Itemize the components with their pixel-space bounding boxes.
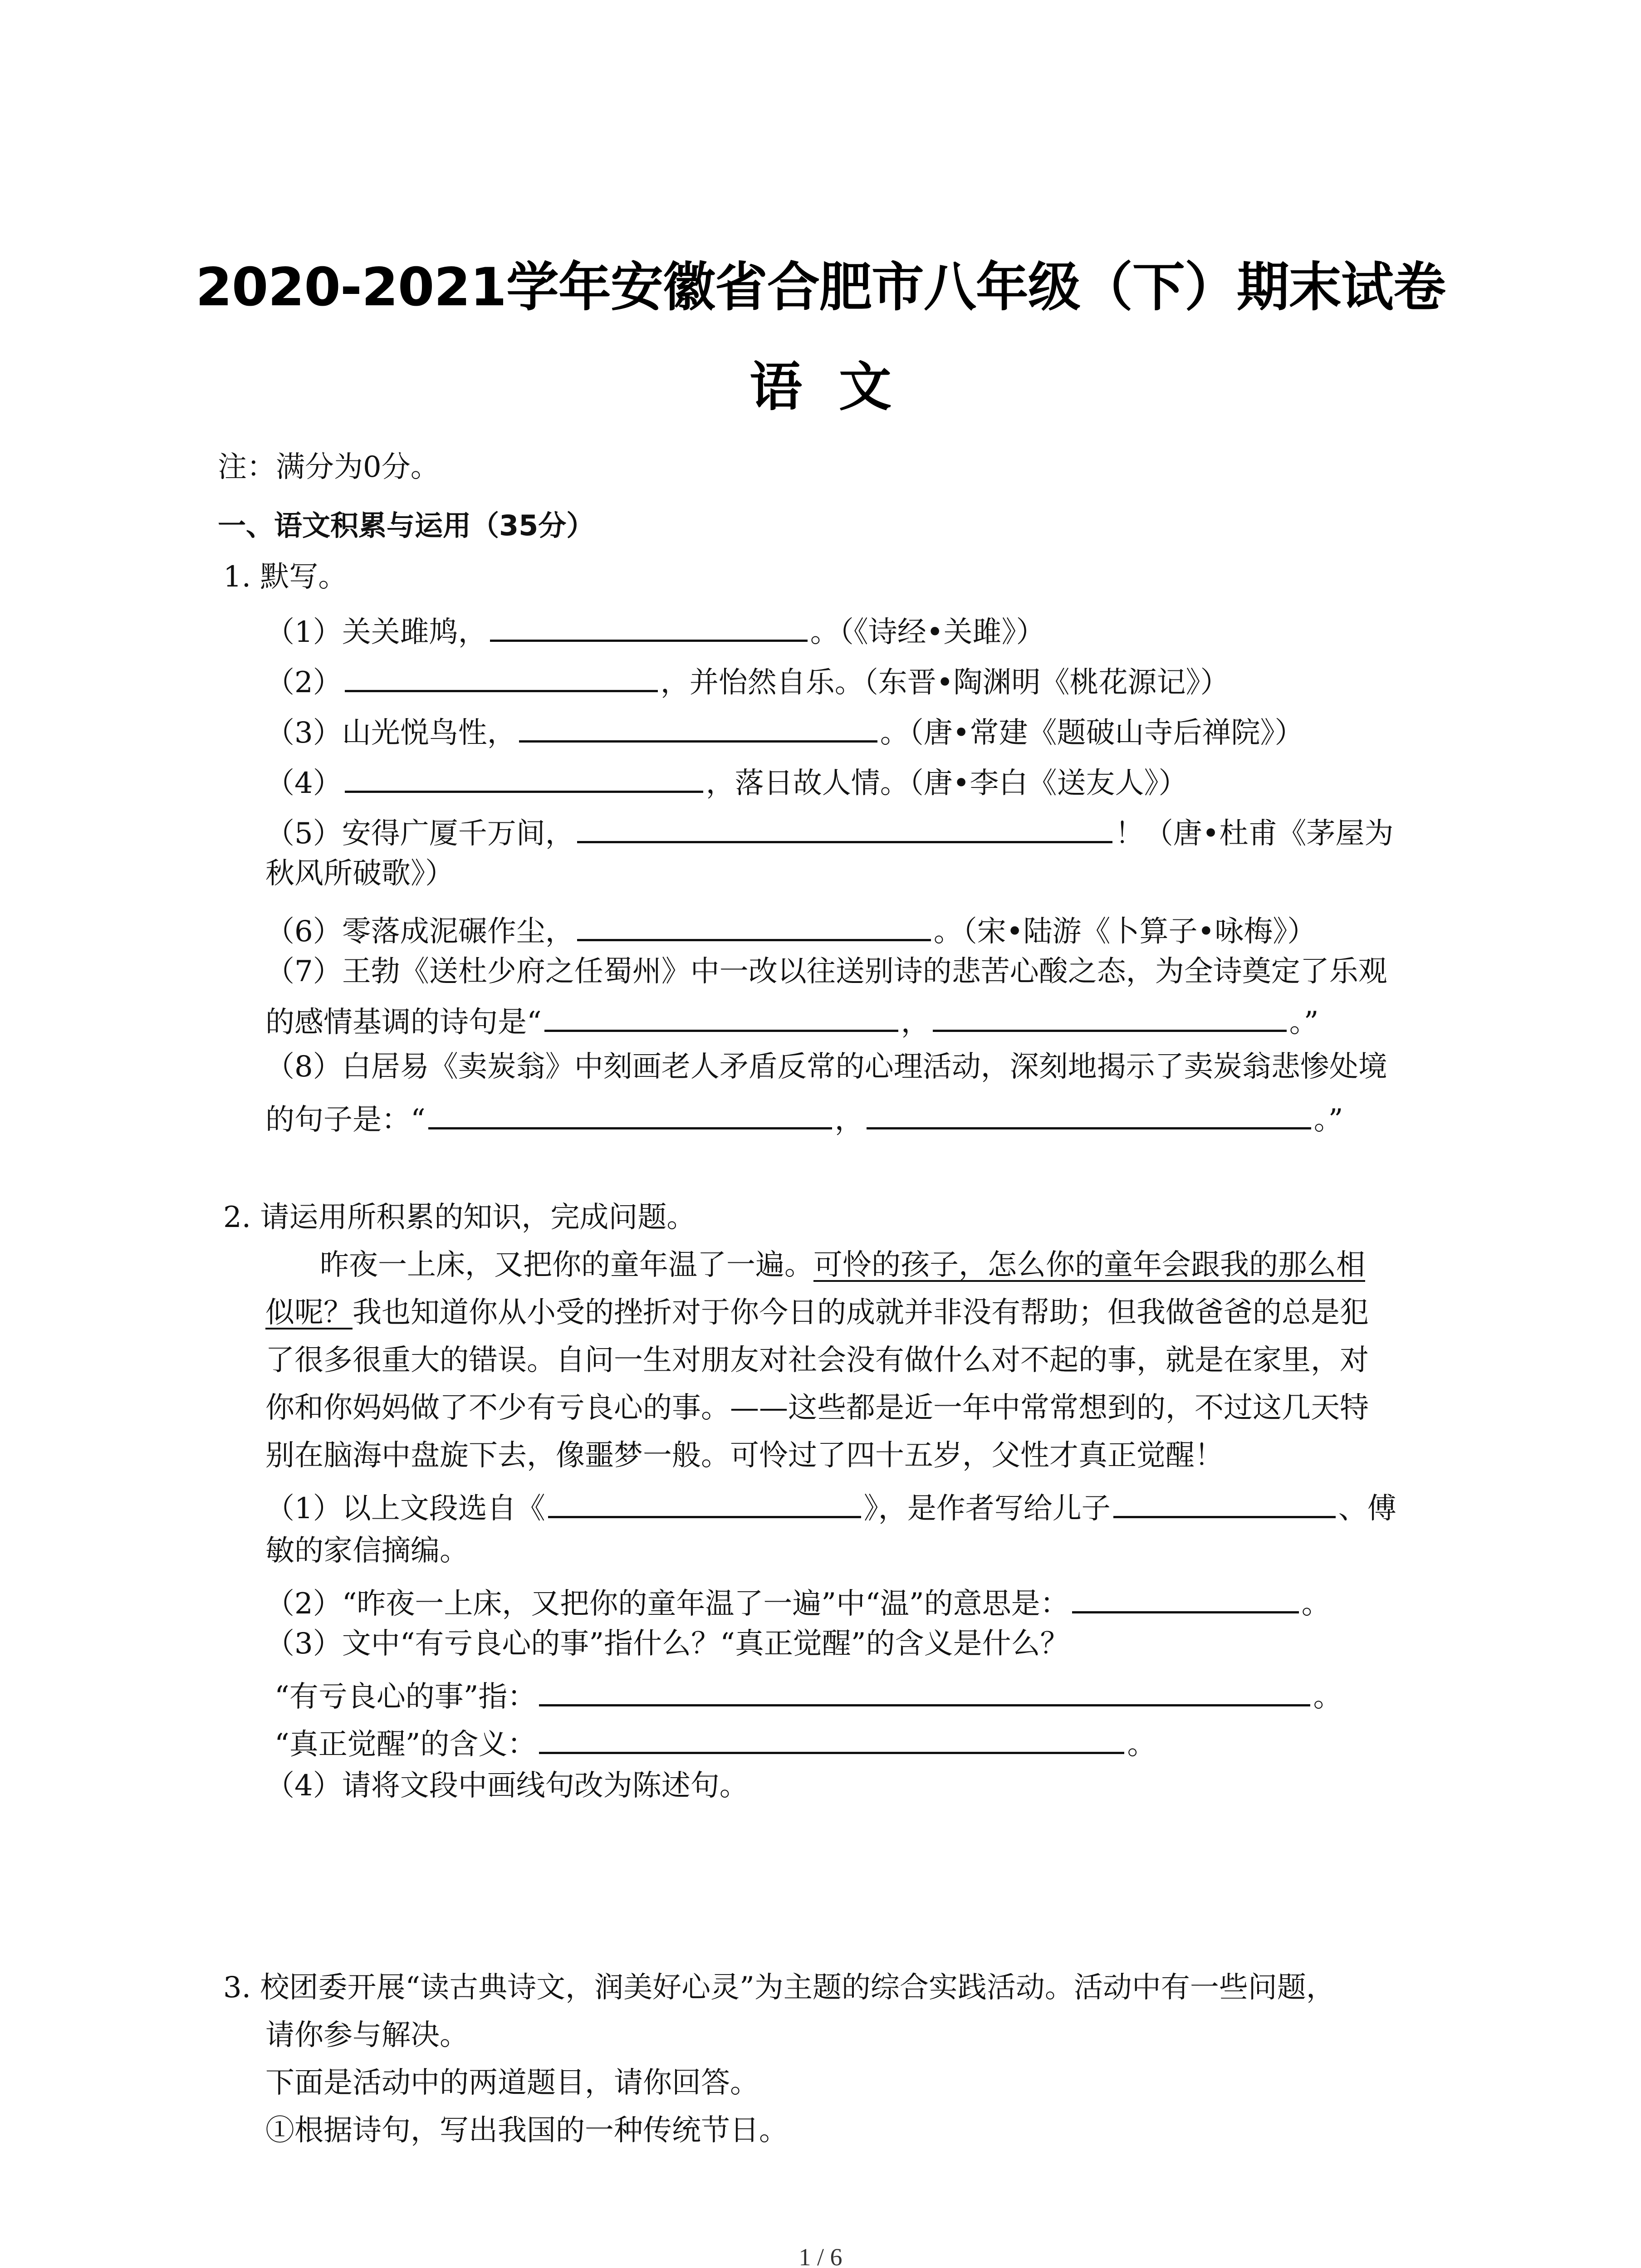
q1-6-text: （6）零落成泥碾作尘， [265, 915, 574, 948]
answer-blank-1-3[interactable] [519, 713, 877, 743]
q1-2-text: （2） [265, 666, 342, 699]
q2-sub-1 [265, 1489, 1396, 1523]
page-number: 1 / 6 [798, 2244, 843, 2268]
q2-passage-2 [265, 1296, 1369, 1330]
exam-title: 2020-2021学年安徽省合肥市八年级（下）期末试卷 [196, 257, 1445, 318]
section-heading: 一、语文积累与运用（35分） [218, 509, 595, 542]
q1-1-text: （1）关关雎鸠， [265, 616, 487, 649]
answer-blank-2-1b[interactable] [1113, 1489, 1336, 1518]
q1-2-source: ，并怡然自乐。（东晋•陶渊明《桃花源记》） [660, 666, 1230, 699]
q1-line-7-cont [265, 1002, 1318, 1037]
q1-line-1 [265, 612, 1045, 647]
answer-blank-1-8a[interactable] [428, 1100, 832, 1129]
q2-sub-3b [274, 1725, 1156, 1759]
q1-8-text: 的句子是：“ [265, 1103, 426, 1137]
q2-stem: 2. 请运用所积累的知识，完成问题。 [223, 1201, 696, 1234]
q2-3b-end: 。 [1127, 1728, 1156, 1761]
answer-blank-1-7a[interactable] [544, 1002, 898, 1032]
answer-blank-1-6[interactable] [577, 912, 931, 941]
q2-passage-1 [320, 1248, 1365, 1282]
q1-line-8: （8）白居易《卖炭翁》中刻画老人矛盾反常的心理活动，深刻地揭示了卖炭翁悲惨处境 [265, 1050, 1387, 1084]
q2-passage-1-text: 昨夜一上床，又把你的童年温了一遍。 [320, 1248, 813, 1282]
q3-stem: 3. 校团委开展“读古典诗文，润美好心灵”为主题的综合实践活动。活动中有一些问题， [223, 1971, 1335, 2004]
q1-line-5-cont: 秋风所破歌》） [265, 857, 454, 890]
answer-blank-1-5[interactable] [577, 814, 1112, 843]
q2-3a-end: 。 [1313, 1680, 1342, 1714]
answer-blank-2-1a[interactable] [548, 1489, 861, 1518]
q1-3-text: （3）山光悦鸟性， [265, 716, 516, 750]
q3-line-1: 下面是活动中的两道题目，请你回答。 [265, 2066, 759, 2100]
q1-line-2 [265, 663, 1229, 697]
q2-sub-2 [265, 1584, 1331, 1621]
q1-line-8-cont [265, 1100, 1343, 1137]
q2-3b-text: “真正觉醒”的含义： [274, 1728, 537, 1761]
q2-1-text-2: 》，是作者写给儿子 [863, 1492, 1111, 1525]
q2-3a-text: “有亏良心的事”指： [274, 1680, 537, 1714]
answer-blank-1-8b[interactable] [867, 1100, 1311, 1129]
answer-blank-1-1[interactable] [490, 612, 808, 642]
q2-underlined-sentence: 可怜的孩子，怎么你的童年会跟我的那么相 [813, 1248, 1365, 1282]
note: 注：满分为0分。 [218, 450, 440, 484]
q2-sub-3a [274, 1677, 1342, 1714]
q3-stem-cont: 请你参与解决。 [265, 2019, 469, 2052]
q3-line-2: ①根据诗句，写出我国的一种传统节日。 [265, 2114, 788, 2147]
q1-3-source: 。（唐•常建《题破山寺后禅院》） [880, 716, 1304, 750]
q2-passage-2-text: 我也知道你从小受的挫折对于你今日的成就并非没有帮助；但我做爸爸的总是犯 [353, 1296, 1369, 1330]
q1-line-6 [265, 912, 1316, 946]
q1-5-text: （5）安得广厦千万间， [265, 817, 574, 850]
q1-7-end: 。” [1289, 1006, 1319, 1039]
q2-2-text: （2）“昨夜一上床，又把你的童年温了一遍”中“温”的意思是： [265, 1587, 1069, 1621]
answer-blank-1-2[interactable] [345, 663, 658, 692]
q2-underlined-end: 似呢？ [265, 1296, 353, 1330]
q1-4-source: ，落日故人情。（唐•李白《送友人》） [705, 767, 1188, 800]
q1-line-5 [265, 814, 1393, 848]
q2-passage-4: 你和你妈妈做了不少有亏良心的事。——这些都是近一年中常常想到的，不过这几天特 [265, 1391, 1369, 1425]
q1-line-7: （7）王勃《送杜少府之任蜀州》中一改以往送别诗的悲苦心酸之态，为全诗奠定了乐观 [265, 955, 1387, 988]
q1-7-text: 的感情基调的诗句是“ [265, 1006, 542, 1039]
subject-title: 语 文 [749, 357, 892, 418]
q1-6-source: 。（宋•陆游《卜算子•咏梅》） [933, 915, 1317, 948]
q1-5-source: ！（唐•杜甫《茅屋为 [1115, 817, 1394, 850]
q1-line-3 [265, 713, 1303, 748]
q2-passage-5: 别在脑海中盘旋下去，像噩梦一般。可怜过了四十五岁，父性才真正觉醒！ [265, 1439, 1224, 1472]
q2-sub-3: （3）文中“有亏良心的事”指什么？“真正觉醒”的含义是什么？ [265, 1627, 1069, 1661]
q1-1-source: 。（《诗经•关雎》） [810, 616, 1045, 649]
q2-1-text: （1）以上文段选自《 [265, 1492, 545, 1525]
q2-sub-4: （4）请将文段中画线句改为陈述句。 [265, 1769, 749, 1803]
q1-4-text: （4） [265, 767, 342, 800]
answer-blank-1-7b[interactable] [933, 1002, 1287, 1032]
q2-4-answer-area[interactable] [265, 1819, 1445, 1955]
q2-sub-1-cont: 敏的家信摘编。 [265, 1534, 469, 1568]
answer-blank-2-3a[interactable] [539, 1677, 1310, 1706]
q2-passage-3: 了很多很重大的错误。自问一生对朋友对社会没有做什么对不起的事，就是在家里，对 [265, 1344, 1369, 1377]
q1-7-comma: ， [901, 1006, 930, 1039]
answer-blank-1-4[interactable] [345, 763, 703, 793]
q2-2-end: 。 [1301, 1587, 1331, 1621]
answer-blank-2-2[interactable] [1072, 1584, 1299, 1613]
q1-line-4 [265, 763, 1187, 798]
q1-stem: 1. 默写。 [223, 560, 348, 594]
q2-1-text-3: 、傅 [1338, 1492, 1396, 1525]
q1-8-end: 。” [1313, 1103, 1343, 1137]
q1-8-comma: ， [834, 1103, 864, 1137]
answer-blank-2-3b[interactable] [539, 1725, 1124, 1754]
